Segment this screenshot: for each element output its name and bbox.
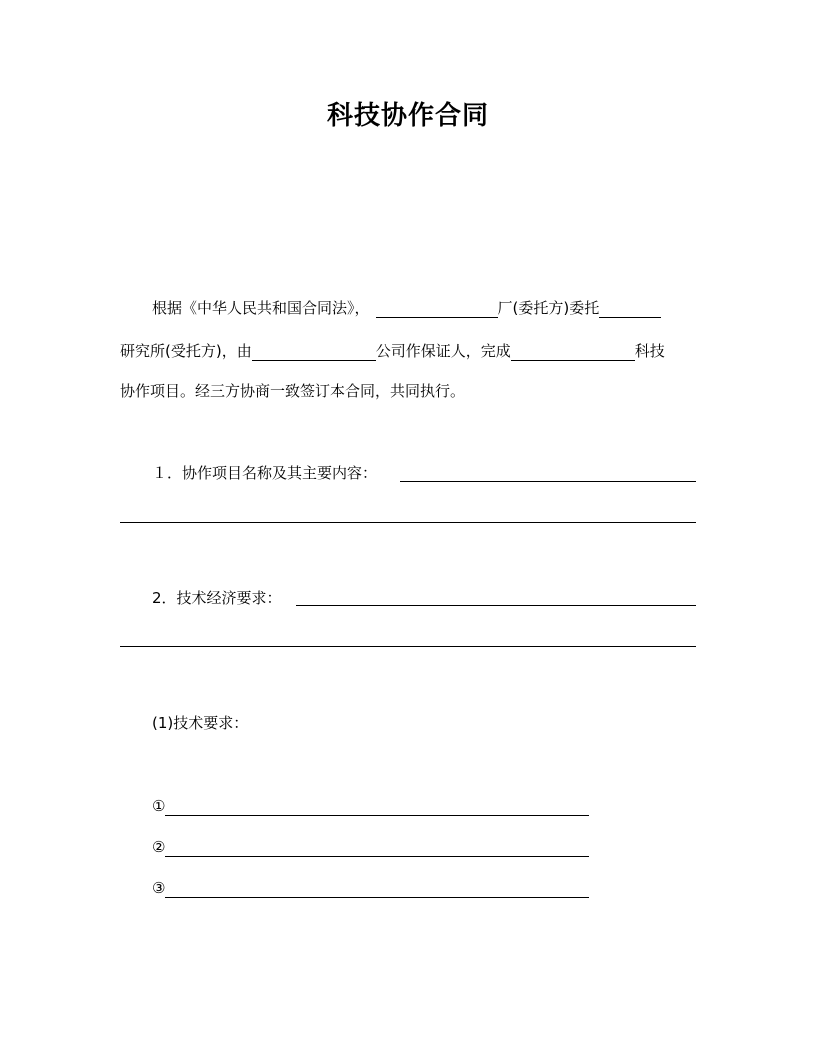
intro-text-2a: 研究所(受托方)，由 [120, 342, 252, 360]
clause-2 [152, 588, 282, 608]
intro-line-1 [152, 298, 661, 318]
intro-text-2c: 科技 [634, 342, 665, 360]
clause-2-blank-line[interactable] [296, 605, 696, 606]
clause-2-label: 2．技术经济要求： [152, 589, 282, 607]
numbered-item-marker: ③ [152, 879, 166, 897]
intro-line-2 [120, 341, 665, 361]
blank-guarantor-company[interactable] [252, 344, 376, 361]
numbered-item-blank[interactable] [165, 840, 589, 857]
clause-2-1-label: (1)技术要求： [152, 714, 249, 732]
numbered-item-1 [152, 796, 589, 816]
clause-2-continuation-line[interactable] [120, 646, 696, 647]
intro-text-2b: 公司作保证人，完成 [375, 342, 511, 360]
blank-factory-name[interactable] [376, 301, 498, 318]
clause-1 [152, 463, 377, 483]
clause-1-label: １．协作项目名称及其主要内容： [152, 464, 378, 482]
blank-research-institute-name[interactable] [599, 301, 661, 318]
blank-project-name[interactable] [511, 344, 635, 361]
intro-text-3: 协作项目。经三方协商一致签订本合同，共同执行。 [120, 382, 466, 400]
clause-2-1 [152, 713, 248, 733]
intro-text-1b: 厂(委托方)委托 [497, 299, 600, 317]
document-title: 科技协作合同 [326, 101, 489, 131]
clause-1-continuation-line[interactable] [120, 522, 696, 523]
intro-text-1a: 根据《中华人民共和国合同法》， [152, 299, 370, 317]
numbered-item-blank[interactable] [165, 799, 589, 816]
clause-1-blank-line[interactable] [400, 481, 696, 482]
numbered-item-3 [152, 878, 589, 898]
intro-line-3 [120, 381, 465, 401]
numbered-item-marker: ① [152, 797, 166, 815]
numbered-item-blank[interactable] [165, 881, 589, 898]
numbered-item-2 [152, 837, 589, 857]
numbered-item-marker: ② [152, 838, 166, 856]
